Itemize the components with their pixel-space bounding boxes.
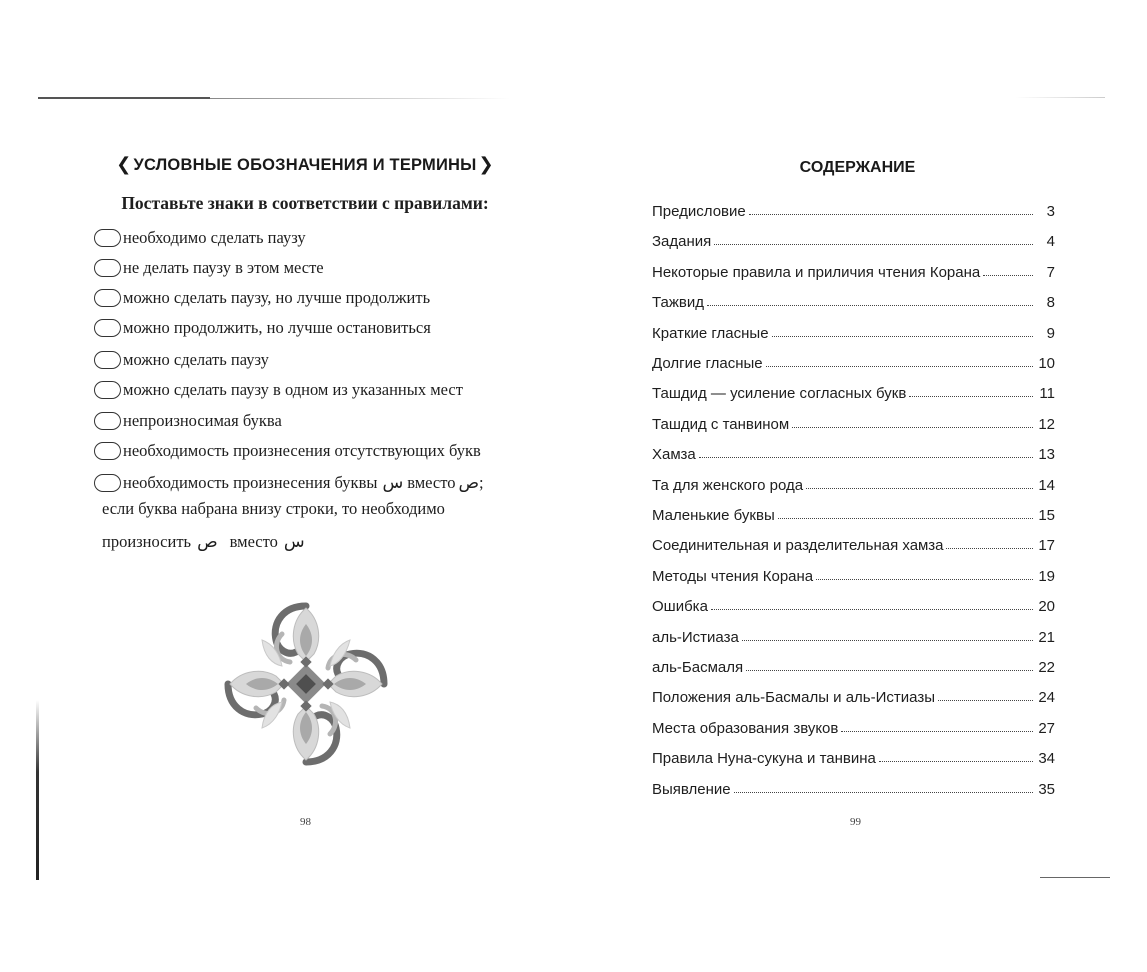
legend-item-text: необходимость произнесения отсутствующих букв <box>123 441 481 460</box>
toc-entry[interactable] <box>652 439 1055 463</box>
toc-entry[interactable] <box>652 257 1055 281</box>
legend-checkbox[interactable] <box>94 412 121 430</box>
toc-entry-title: Методы чтения Корана <box>652 568 814 585</box>
legend-checkbox[interactable] <box>94 381 121 399</box>
toc-entry-title: аль-Басмаля <box>652 659 744 676</box>
toc-entry[interactable] <box>652 378 1055 402</box>
toc-dot-leader <box>778 518 1033 519</box>
toc-entry-page: 22 <box>1038 659 1055 676</box>
toc-dot-leader <box>938 700 1033 701</box>
legend-item <box>94 439 481 463</box>
toc-entry-page: 19 <box>1038 568 1055 585</box>
toc-entry-title: Тажвид <box>652 294 704 311</box>
legend-item-text: можно сделать паузу, но лучше продолжить <box>123 288 431 307</box>
right-page-number: 99 <box>850 816 861 828</box>
toc-dot-leader <box>816 579 1033 580</box>
toc-entry-page: 4 <box>1046 233 1055 250</box>
legend-trailing: ; <box>479 473 484 492</box>
arabic-letter-sad-2: ص <box>197 532 218 552</box>
toc-entry-page: 7 <box>1046 264 1055 281</box>
legend-item-text: необходимо сделать паузу <box>123 228 306 247</box>
toc-entry-title: Некоторые правила и приличия чтения Корана <box>652 264 981 281</box>
toc-entry[interactable] <box>652 774 1055 798</box>
instruction-text: Поставьте знаки в соответствии с правилами: <box>121 193 489 213</box>
toc-dot-leader <box>746 670 1033 671</box>
toc-entry-title: аль-Истиаза <box>652 629 739 646</box>
left-page-title <box>100 154 510 175</box>
toc-dot-leader <box>749 214 1033 215</box>
toc-entry-title: Ташдид — усиление согласных букв <box>652 385 907 402</box>
arabic-letter-seen-2: س <box>283 532 305 552</box>
toc-entry-title: Положения аль-Басмалы и аль-Истиазы <box>652 689 935 706</box>
legend-item <box>94 226 306 250</box>
toc-entry[interactable] <box>652 470 1055 494</box>
toc-dot-leader <box>699 457 1033 458</box>
legend-item-text: непроизносимая буква <box>123 411 282 430</box>
toc-entry-title: Выявление <box>652 781 731 798</box>
toc-entry-title: Та для женского рода <box>652 477 804 494</box>
toc-entry-title: Ошибка <box>652 598 708 615</box>
legend-item <box>94 348 269 372</box>
toc-entry-page: 12 <box>1038 416 1055 433</box>
toc-entry-page: 21 <box>1038 629 1055 646</box>
toc-entry[interactable] <box>652 409 1055 433</box>
legend-item <box>94 286 430 310</box>
toc-entry-page: 17 <box>1038 537 1055 554</box>
legend-continuation-line1: если буква набрана внизу строки, то необходимо <box>102 499 445 518</box>
toc-entry-title: Предисловие <box>652 203 746 220</box>
legend-word-instead: вместо <box>407 473 456 492</box>
legend-item-letter-substitution <box>94 471 484 495</box>
toc-entry-page: 13 <box>1038 446 1055 463</box>
toc-entry-page: 3 <box>1046 203 1055 220</box>
toc-entry[interactable] <box>652 226 1055 250</box>
legend-checkbox[interactable] <box>94 442 121 460</box>
toc-entry-title: Правила Нуна-сукуна и танвина <box>652 750 876 767</box>
toc-entry[interactable] <box>652 652 1055 676</box>
book-spine-edge <box>36 700 39 880</box>
toc-entry-page: 20 <box>1038 598 1055 615</box>
toc-entry-page: 15 <box>1038 507 1055 524</box>
toc-dot-leader <box>772 336 1033 337</box>
arabic-letter-seen: س <box>382 473 404 493</box>
legend-cont-word-instead: вместо <box>229 532 278 551</box>
toc-entry[interactable] <box>652 682 1055 706</box>
arabic-letter-sad: ص <box>458 473 480 493</box>
legend-text-before: необходимость произнесения буквы <box>123 473 378 492</box>
toc-entry-title: Места образования звуков <box>652 720 839 737</box>
left-page-title-text: УСЛОВНЫЕ ОБОЗНАЧЕНИЯ И ТЕРМИНЫ <box>133 156 477 174</box>
toc-dot-leader <box>734 792 1033 793</box>
toc-entry[interactable] <box>652 622 1055 646</box>
toc-entry-page: 10 <box>1038 355 1055 372</box>
legend-item <box>94 316 431 340</box>
toc-dot-leader <box>909 396 1033 397</box>
left-page-number: 98 <box>300 816 311 828</box>
toc-dot-leader <box>766 366 1033 367</box>
page-bottom-rule <box>1040 877 1110 878</box>
toc-entry-title: Соединительная и разделительная хамза <box>652 537 944 554</box>
legend-item <box>94 256 324 280</box>
toc-entry[interactable] <box>652 561 1055 585</box>
toc-entry[interactable] <box>652 348 1055 372</box>
toc-entry[interactable] <box>652 743 1055 767</box>
page-top-rule-right <box>1015 97 1105 98</box>
toc-entry[interactable] <box>652 591 1055 615</box>
legend-item-text: можно продолжить, но лучше остановиться <box>123 318 431 337</box>
toc-entry[interactable] <box>652 530 1055 554</box>
toc-entry-page: 24 <box>1038 689 1055 706</box>
legend-checkbox[interactable] <box>94 229 121 247</box>
page-top-rule-fade <box>210 98 510 99</box>
legend-checkbox[interactable] <box>94 351 121 369</box>
title-ornament-left-icon: ❮ <box>116 154 132 174</box>
toc-entry-page: 27 <box>1038 720 1055 737</box>
toc-dot-leader <box>841 731 1033 732</box>
toc-entry-title: Маленькие буквы <box>652 507 775 524</box>
legend-checkbox[interactable] <box>94 259 121 277</box>
legend-cont-text-before: произносить <box>102 532 192 551</box>
toc-entry-title: Хамза <box>652 446 696 463</box>
legend-item-text: можно сделать паузу в одном из указанных мест <box>123 380 463 399</box>
toc-entry-title: Задания <box>652 233 712 250</box>
toc-dot-leader <box>711 609 1033 610</box>
toc-entry-page: 34 <box>1038 750 1055 767</box>
toc-entry[interactable] <box>652 713 1055 737</box>
legend-checkbox[interactable] <box>94 319 121 337</box>
toc-dot-leader <box>983 275 1033 276</box>
legend-item-text: не делать паузу в этом месте <box>123 258 324 277</box>
legend-item <box>94 378 463 402</box>
toc-dot-leader <box>806 488 1033 489</box>
legend-continuation-line2 <box>102 532 305 552</box>
toc-entry-page: 9 <box>1046 325 1055 342</box>
toc-entry-page: 8 <box>1046 294 1055 311</box>
page-top-rule <box>38 97 210 99</box>
right-page-title: СОДЕРЖАНИЕ <box>799 159 916 176</box>
toc-dot-leader <box>792 427 1033 428</box>
legend-item <box>94 409 282 433</box>
toc-entry-title: Ташдид с танвином <box>652 416 790 433</box>
toc-entry[interactable] <box>652 287 1055 311</box>
legend-item-text: можно сделать паузу <box>123 350 269 369</box>
toc-dot-leader <box>707 305 1033 306</box>
toc-entry[interactable] <box>652 500 1055 524</box>
title-ornament-right-icon: ❯ <box>478 154 494 174</box>
toc-entry[interactable] <box>652 196 1055 220</box>
decorative-ornament-icon <box>222 600 390 768</box>
toc-entry[interactable] <box>652 318 1055 342</box>
toc-entry-title: Долгие гласные <box>652 355 763 372</box>
toc-dot-leader <box>742 640 1033 641</box>
toc-entry-page: 35 <box>1038 781 1055 798</box>
toc-dot-leader <box>714 244 1033 245</box>
toc-entry-page: 14 <box>1038 477 1055 494</box>
legend-checkbox[interactable] <box>94 289 121 307</box>
toc-entry-title: Краткие гласные <box>652 325 769 342</box>
toc-dot-leader <box>946 548 1033 549</box>
toc-entry-page: 11 <box>1039 385 1055 402</box>
toc-dot-leader <box>879 761 1033 762</box>
legend-checkbox[interactable] <box>94 474 121 492</box>
